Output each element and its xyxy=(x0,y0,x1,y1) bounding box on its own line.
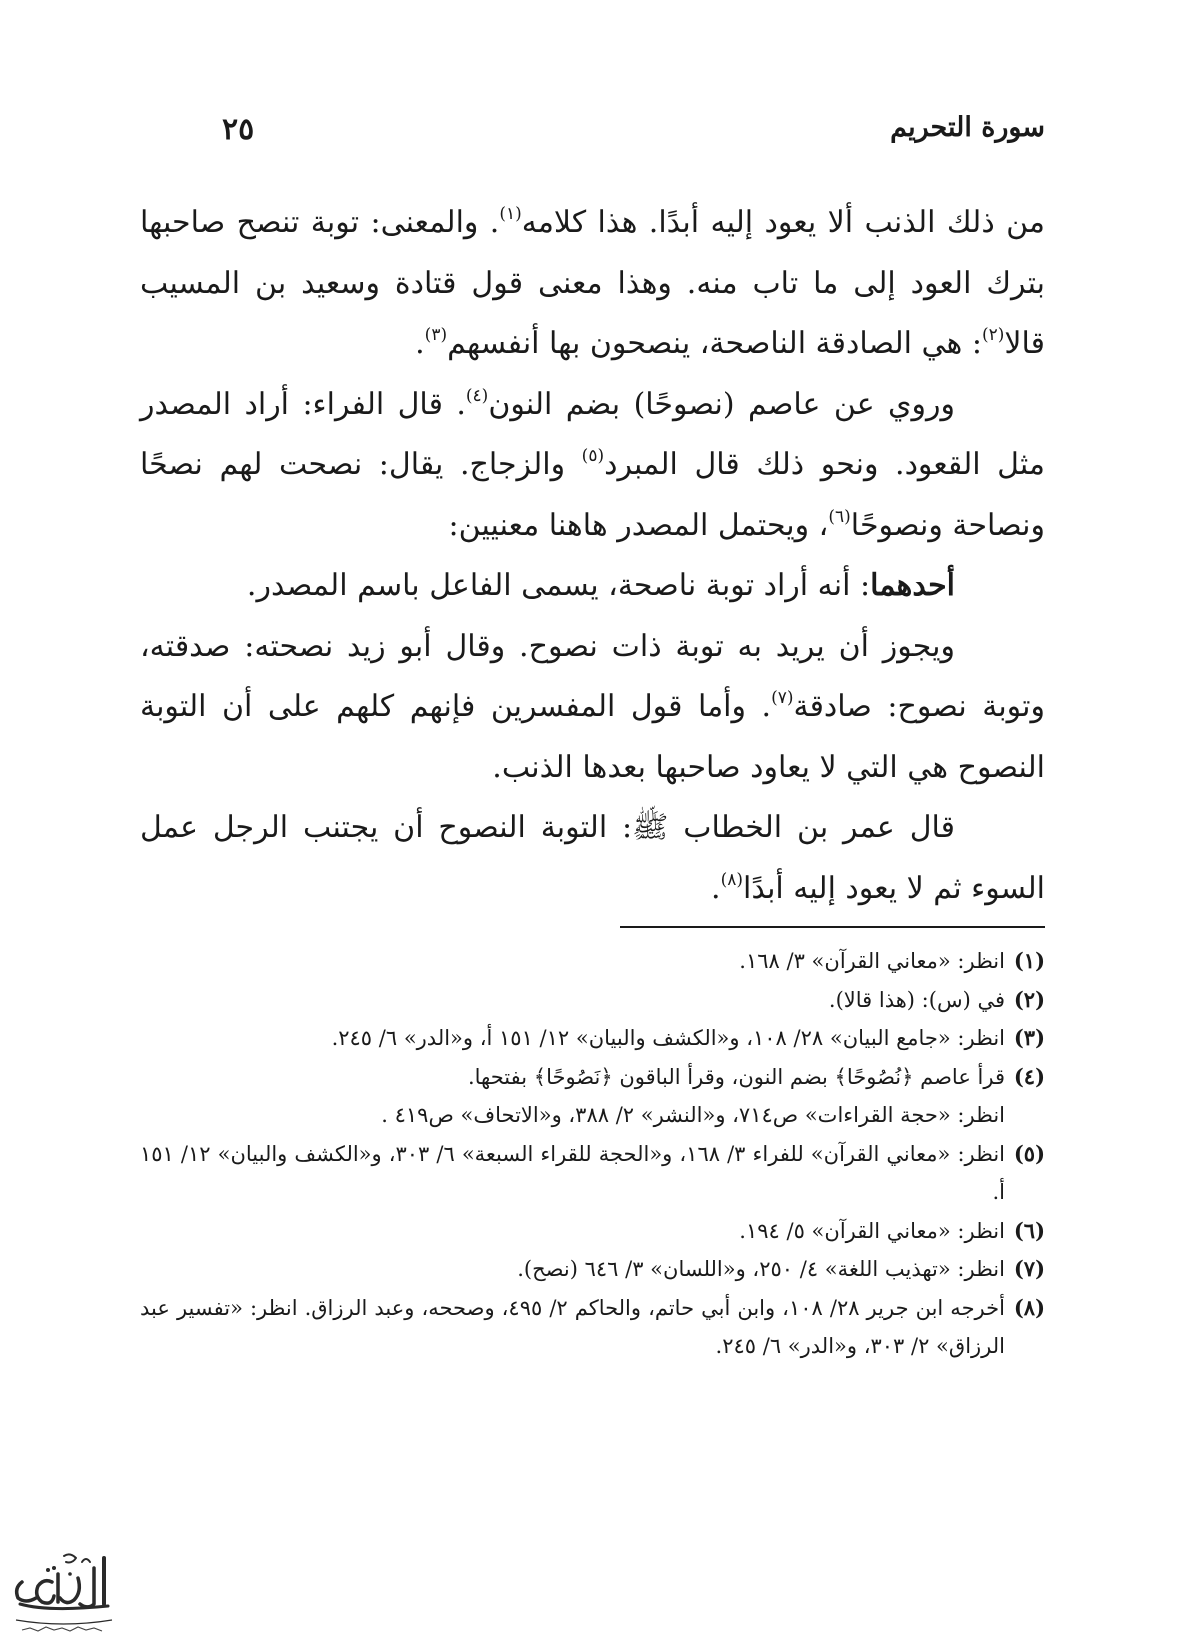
document-page xyxy=(140,0,1045,1650)
text-run: . وأما قول المفسرين فإنهم كلهم على أن التوبة النصوح هي التي لا يعاود صاحبها بعدها الذنب. xyxy=(140,689,1045,785)
text-run: . قال الفراء: أراد المصدر مثل القعود. ونحو ذلك قال المبرد xyxy=(140,386,1045,482)
footnote-8 xyxy=(140,1289,1045,1366)
footnote-2 xyxy=(140,981,1045,1020)
paragraph-3 xyxy=(140,556,1045,617)
text-run: والزجاج. يقال: نصحت لهم نصحًا ونصاحة ونصوحًا xyxy=(140,447,1045,543)
footnote-number: (٥) xyxy=(1013,1140,1045,1166)
paragraph-1 xyxy=(140,193,1045,375)
text-run: وروي عن عاصم (نصوحًا) بضم النون xyxy=(488,386,955,422)
footnotes xyxy=(140,942,1045,1366)
footnote-number: (٣) xyxy=(1013,1025,1045,1050)
footnote-3 xyxy=(140,1019,1045,1058)
bold-term: أحدهما xyxy=(870,568,955,603)
footnote-number: (٧) xyxy=(1013,1256,1045,1281)
footnote-ref-5: (٥) xyxy=(581,446,605,466)
footnote-separator xyxy=(620,926,1045,928)
footnote-4-continuation: انظر: «حجة القراءات» ص٧١٤، و«النشر» ٢/ ٣٨٨، و«الاتحاف» ص٤١٩ . xyxy=(381,1103,1005,1127)
page-header xyxy=(140,112,1045,152)
footnote-ref-7: (٧) xyxy=(771,688,794,708)
footnote-5 xyxy=(140,1135,1045,1212)
footnote-number: (١) xyxy=(1013,948,1045,973)
paragraph-5 xyxy=(140,798,1045,919)
footnote-text: في (س): (هذا قالا). xyxy=(828,987,1005,1012)
text-run: : هي الصادقة الناصحة، ينصحون بها أنفسهم xyxy=(447,326,982,361)
footnote-1 xyxy=(140,942,1045,981)
text-run: من ذلك الذنب ألا يعود إليه أبدًا. هذا كلامه xyxy=(521,205,1045,240)
footnote-text: انظر: «تهذيب اللغة» ٤/ ٢٥٠، و«اللسان» ٣/ ٦٤٦ (نصح). xyxy=(517,1257,1005,1281)
footnote-ref-3: (٣) xyxy=(424,325,448,345)
paragraph-2 xyxy=(140,375,1045,557)
text-run: . والمعنى: توبة تنصح صاحبها بترك العود إلى ما تاب منه. وهذا معنى قول قتادة وسعيد بن المسيب قالا xyxy=(140,205,1045,361)
footnote-ref-4: (٤) xyxy=(465,385,489,406)
footnote-ref-2: (٢) xyxy=(981,325,1005,345)
paragraph-4 xyxy=(140,617,1045,799)
main-text xyxy=(140,193,1045,919)
text-run: . xyxy=(415,326,425,361)
footnote-4 xyxy=(140,1058,1045,1097)
page-number: ٢٥ xyxy=(222,112,255,147)
footnote-6 xyxy=(140,1212,1045,1251)
text-run: . xyxy=(711,870,721,906)
footnote-text: انظر: «جامع البيان» ٢٨/ ١٠٨، و«الكشف والبيان» ١٢/ ١٥١ أ، و«الدر» ٦/ ٢٤٥. xyxy=(331,1026,1005,1050)
footnote-number: (٨) xyxy=(1013,1294,1045,1320)
text-run: ويجوز أن يريد به توبة ذات نصوح. وقال أبو زيد نصحته: صدقته، وتوبة نصوح: صادقة xyxy=(140,628,1046,724)
footnote-ref-8: (٨) xyxy=(720,869,743,890)
footnote-text: قرأ عاصم ﴿نُصُوحًا﴾ بضم النون، وقرأ الباقون ﴿نَصُوحًا﴾ بفتحها. xyxy=(467,1064,1005,1089)
footnote-text: انظر: «معاني القرآن» ٥/ ١٩٤. xyxy=(739,1218,1005,1243)
footnote-number: (٤) xyxy=(1013,1063,1045,1089)
footnote-text: انظر: «معاني القرآن» للفراء ٣/ ١٦٨، و«الحجة للقراء السبعة» ٦/ ٣٠٣، و«الكشف والبيان» ١٢/ ١٥١ أ. xyxy=(140,1141,1006,1204)
surah-name: سورة التحريم xyxy=(890,112,1045,143)
footnote-ref-1: (١) xyxy=(499,204,522,224)
text-run: ، ويحتمل المصدر هاهنا معنيين: xyxy=(448,507,829,543)
text-run: قال عمر بن الخطاب ﷺ: التوبة النصوح أن يجتنب الرجل عمل السوء ثم لا يعود إليه أبدًا xyxy=(140,810,1045,906)
text-run: : أنه أراد توبة ناصحة، يسمى الفاعل باسم المصدر. xyxy=(246,568,871,603)
calligraphy-stamp-logo xyxy=(8,1548,118,1640)
footnote-7 xyxy=(140,1250,1045,1289)
footnote-text: أخرجه ابن جرير ٢٨/ ١٠٨، وابن أبي حاتم، والحاكم ٢/ ٤٩٥، وصححه، وعبد الرزاق. انظر: «تفسير عبد الرزاق» ٢/ ٣٠٣، و«الدر» ٦/ ٢٤٥. xyxy=(140,1295,1005,1358)
footnote-text: انظر: «معاني القرآن» ٣/ ١٦٨. xyxy=(739,949,1005,973)
footnote-number: (٦) xyxy=(1013,1217,1045,1243)
footnote-ref-6: (٦) xyxy=(828,506,851,527)
footnote-number: (٢) xyxy=(1013,986,1045,1012)
